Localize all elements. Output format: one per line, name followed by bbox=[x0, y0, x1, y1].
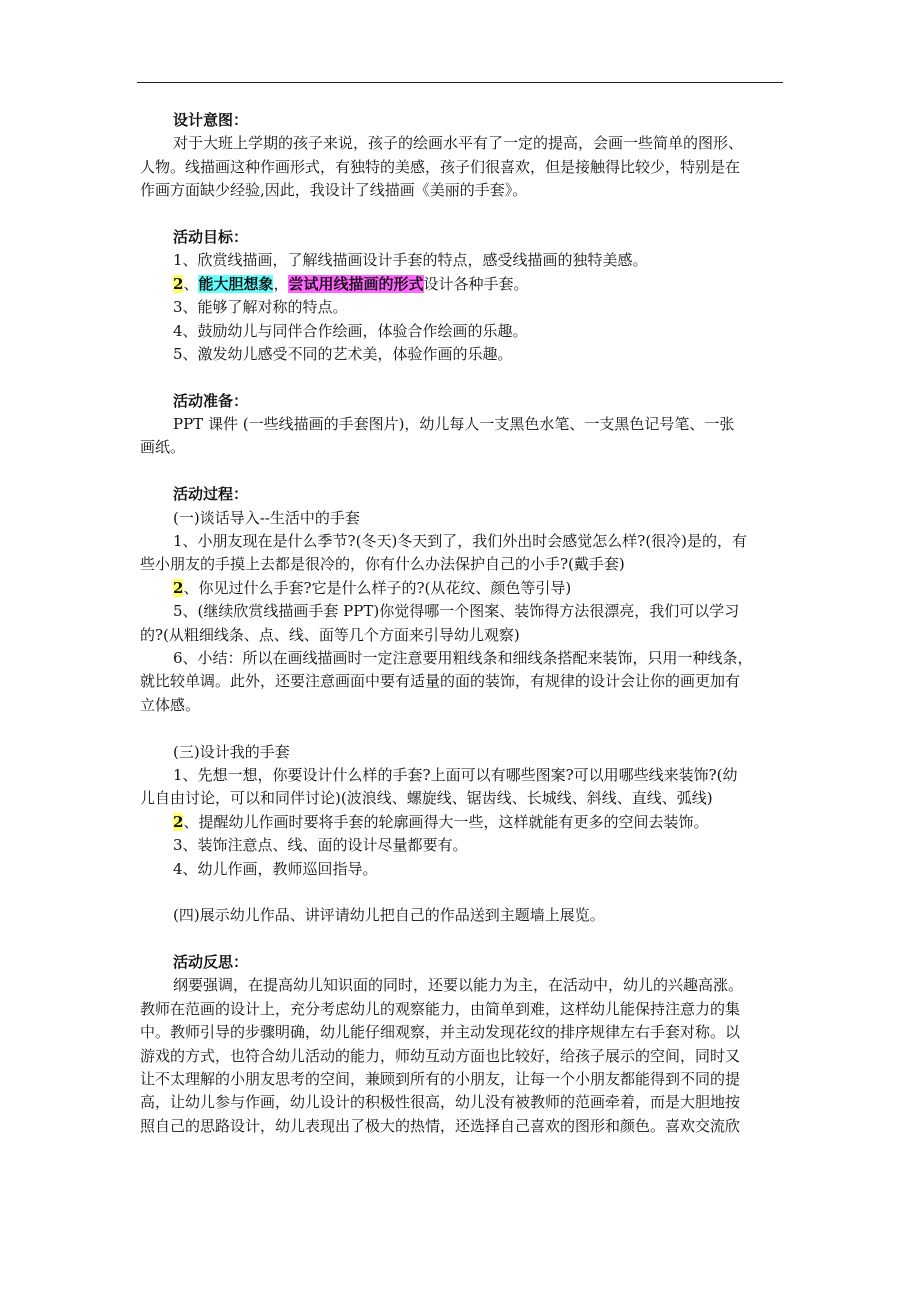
paragraph-line: 的?(从粗细线条、点、线、面等几个方面来引导幼儿观察) bbox=[140, 625, 520, 644]
paragraph-line: 让不太理解的小朋友思考的空间，兼顾到所有的小朋友，让每一个小朋友都能得到不同的提 bbox=[140, 1070, 741, 1089]
header-rule bbox=[137, 82, 783, 83]
subsection-title: (一)谈话导入--生活中的手套 bbox=[173, 508, 360, 527]
paragraph-line: 对于大班上学期的孩子来说，孩子的绘画水平有了一定的提高，会画一些简单的图形、 bbox=[173, 134, 744, 153]
paragraph-line: 立体感。 bbox=[140, 695, 201, 714]
process-item-highlighted bbox=[140, 811, 790, 834]
highlighted-number: 2 bbox=[173, 274, 184, 293]
paragraph-line: 就比较单调。此外，还要注意画面中要有适量的面的装饰，有规律的设计会让你的画更加有 bbox=[140, 672, 741, 691]
paragraph-line: 教师在范画的设计上，充分考虑幼儿的观察能力，由简单到难，这样幼儿能保持注意力的集 bbox=[140, 999, 741, 1018]
goal-item: 5、激发幼儿感受不同的艺术美，体验作画的乐趣。 bbox=[173, 344, 513, 363]
highlighted-phrase-cyan: 能大胆想象 bbox=[198, 274, 274, 293]
paragraph-line: 儿自由讨论，可以和同伴讨论)(波浪线、螺旋线、锯齿线、长城线、斜线、直线、弧线) bbox=[140, 789, 713, 808]
separator: ， bbox=[273, 274, 289, 293]
paragraph-line: 高，让幼儿参与作画，幼儿设计的积极性很高，幼儿没有被教师的范画牵着，而是大胆地按 bbox=[140, 1093, 741, 1112]
section-heading-process: 活动过程： bbox=[173, 485, 249, 504]
goal-item-highlighted bbox=[140, 273, 790, 296]
paragraph-line: 些小朋友的手摸上去都是很冷的，你有什么办法保护自己的小手?(戴手套) bbox=[140, 555, 625, 574]
subsection-title: (四)展示幼儿作品、讲评请幼儿把自己的作品送到主题墙上展览。 bbox=[173, 906, 605, 925]
highlighted-phrase-magenta: 尝试用线描画的形式 bbox=[288, 274, 424, 293]
separator: 、 bbox=[183, 274, 199, 293]
section-heading-prep: 活动准备： bbox=[173, 391, 249, 410]
process-item-highlighted bbox=[140, 577, 790, 600]
paragraph-line: 4、幼儿作画，教师巡回指导。 bbox=[173, 859, 378, 878]
paragraph-line: 作画方面缺少经验,因此，我设计了线描画《美丽的手套》。 bbox=[140, 181, 528, 200]
document-body bbox=[140, 109, 790, 1138]
paragraph-line: 人物。线描画这种作画形式，有独特的美感，孩子们很喜欢，但是接触得比较少，特别是在 bbox=[140, 157, 741, 176]
paragraph-line: 5、(继续欣赏线描画手套 PPT)你觉得哪一个图案、装饰得方法很漂亮，我们可以学习 bbox=[173, 602, 740, 621]
section-heading-goals: 活动目标： bbox=[173, 227, 249, 246]
paragraph-line: 3、装饰注意点、线、面的设计尽量都要有。 bbox=[173, 836, 468, 855]
process-text: 、你见过什么手套?它是什么样子的?(从花纹、颜色等引导) bbox=[183, 578, 572, 597]
paragraph-line: 照自己的思路设计，幼儿表现出了极大的热情，还选择自己喜欢的图形和颜色。喜欢交流欣 bbox=[140, 1116, 741, 1135]
paragraph-line: 1、先想一想，你要设计什么样的手套?上面可以有哪些图案?可以用哪些线来装饰?(幼 bbox=[173, 765, 738, 784]
section-heading-design: 设计意图： bbox=[173, 111, 249, 129]
subsection-title: (三)设计我的手套 bbox=[173, 742, 290, 761]
process-text: 、提醒幼儿作画时要将手套的轮廓画得大一些，这样就能有更多的空间去装饰。 bbox=[183, 812, 709, 831]
section-heading-reflection: 活动反思： bbox=[173, 953, 249, 972]
paragraph-line: 1、小朋友现在是什么季节?(冬天)冬天到了，我们外出时会感觉怎么样?(很冷)是的，有 bbox=[173, 532, 748, 551]
goal-item: 1、欣赏线描画，了解线描画设计手套的特点，感受线描画的独特美感。 bbox=[173, 251, 648, 270]
paragraph-line: 6、小结：所以在画线描画时一定注意要用粗线条和细线条搭配来装饰，只用一种线条， bbox=[173, 648, 753, 667]
paragraph-line: 画纸。 bbox=[140, 438, 186, 457]
paragraph-line: 中。教师引导的步骤明确，幼儿能仔细观察，并主动发现花纹的排序规律左右手套对称。以 bbox=[140, 1023, 741, 1042]
paragraph-line: PPT 课件 (一些线描画的手套图片)，幼儿每人一支黑色水笔、一支黑色记号笔、一张 bbox=[173, 415, 735, 434]
highlighted-number: 2 bbox=[173, 812, 184, 831]
goal-item: 4、鼓励幼儿与同伴合作绘画，体验合作绘画的乐趣。 bbox=[173, 321, 528, 340]
goal-item: 3、能够了解对称的特点。 bbox=[173, 298, 348, 317]
paragraph-line: 纲要强调，在提高幼儿知识面的同时，还要以能力为主，在活动中，幼儿的兴趣高涨。 bbox=[173, 976, 744, 995]
goal-text: 设计各种手套。 bbox=[423, 274, 529, 293]
highlighted-number: 2 bbox=[173, 578, 184, 597]
paragraph-line: 游戏的方式，也符合幼儿活动的能力，师幼互动方面也比较好，给孩子展示的空间，同时又 bbox=[140, 1046, 741, 1065]
